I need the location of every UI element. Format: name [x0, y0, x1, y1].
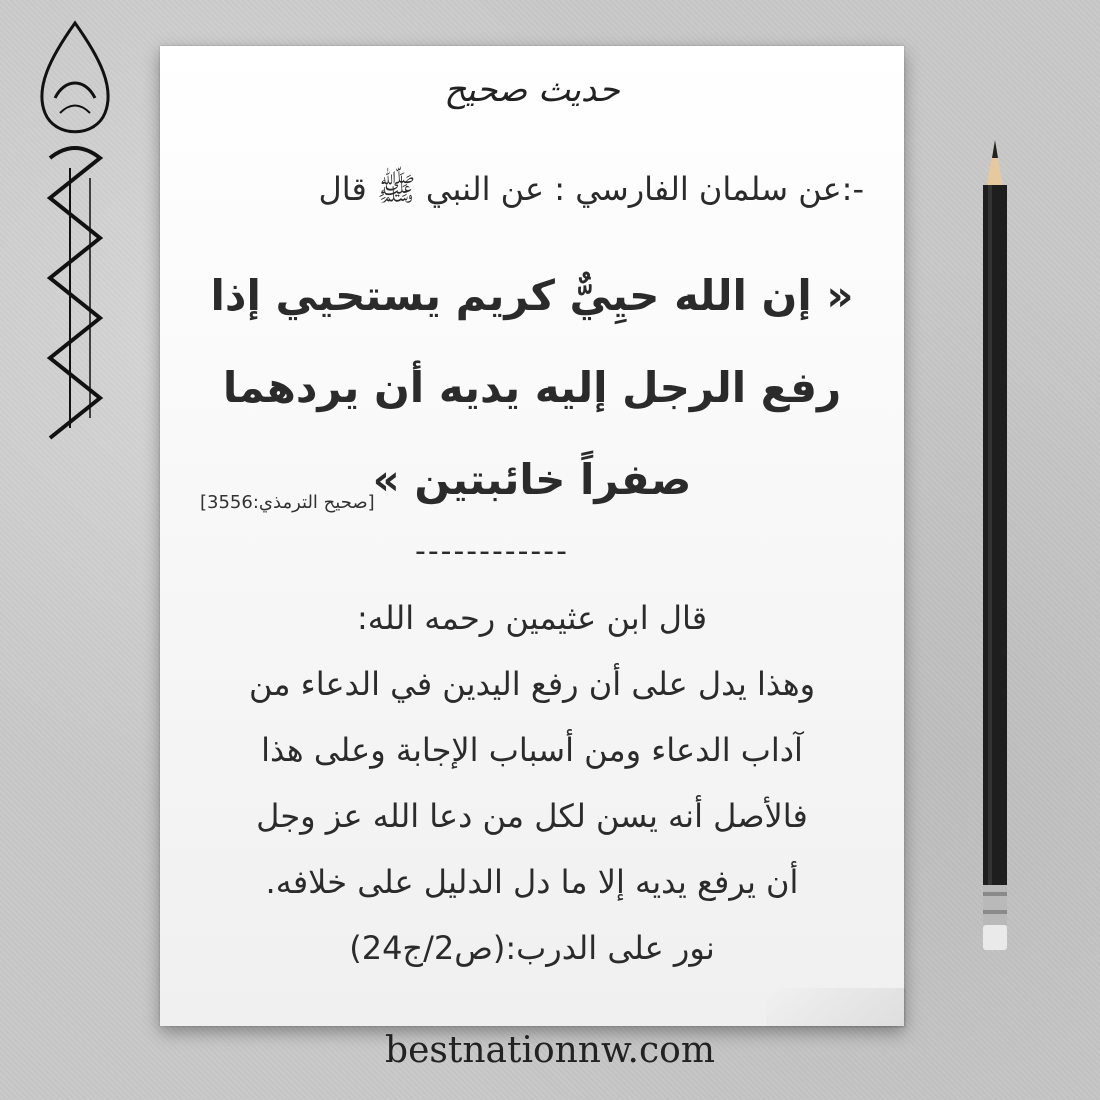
- calligraphy-logo: [30, 18, 120, 458]
- hadith-source: [صحيح الترمذي:3556]: [200, 492, 375, 513]
- scholar-commentary: [160, 585, 904, 981]
- commentary-reference: نور على الدرب:(ص2/ج24): [349, 929, 715, 967]
- hadith-line-3: صفراً خائبتين »: [372, 455, 692, 504]
- commentary-line-3: آداب الدعاء ومن أسباب الإجابة وعلى هذا: [261, 731, 803, 769]
- pencil-icon: [965, 130, 1025, 960]
- hadith-intro: [160, 170, 904, 216]
- commentary-line-4: فالأصل أنه يسن لكل من دعا الله عز وجل: [256, 797, 808, 835]
- commentary-line-5: أن يرفع يديه إلا ما دل الدليل على خلافه.: [265, 863, 799, 901]
- website-url: bestnationnw.com: [385, 1030, 715, 1071]
- divider: ------------: [415, 534, 569, 569]
- hadith-text: [160, 250, 904, 526]
- hadith-line-2: رفع الرجل إليه يديه أن يردهما: [222, 363, 842, 412]
- hadith-intro-text: -:عن سلمان الفارسي : عن النبي ﷺ قال: [318, 170, 864, 208]
- commentary-line-1: قال ابن عثيمين رحمه الله:: [356, 599, 708, 637]
- commentary-line-2: وهذا يدل على أن رفع اليدين في الدعاء من: [248, 665, 816, 703]
- hadith-line-1: « إن الله حيِيٌّ كريم يستحيي إذا: [210, 271, 854, 320]
- hadith-header-title: حديث صحيح: [444, 70, 620, 110]
